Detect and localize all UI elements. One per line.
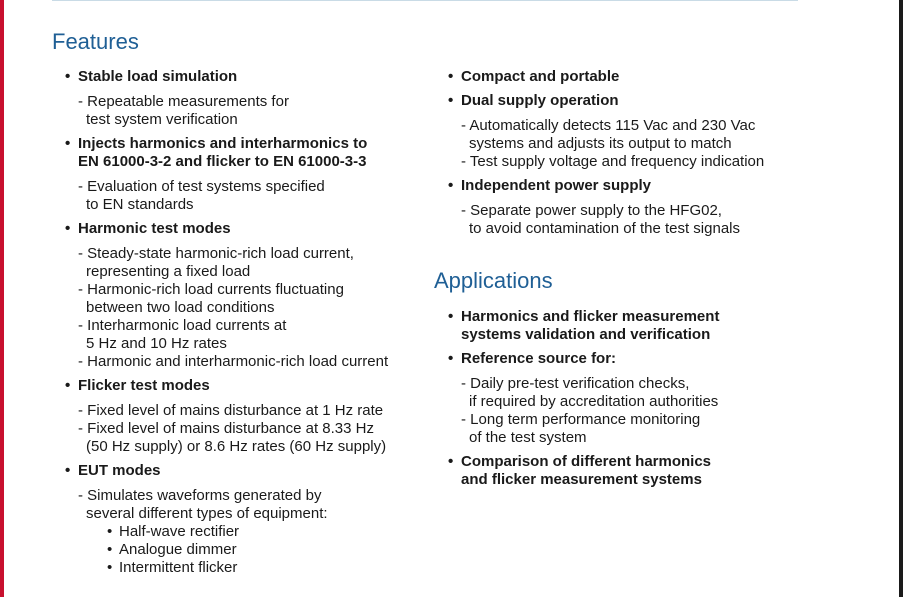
left-accent-rule <box>0 0 4 597</box>
feature-group <box>448 453 888 489</box>
feature-group <box>448 177 888 238</box>
feature-title <box>65 377 425 395</box>
feature-detail <box>78 420 425 456</box>
feature-title <box>65 135 425 171</box>
feature-detail <box>461 411 888 447</box>
feature-detail-list <box>461 117 888 171</box>
feature-group <box>448 68 888 86</box>
text-line: Comparison of different harmonics <box>461 453 712 470</box>
text-line: - Fixed level of mains disturbance at 1 Hz rate <box>78 402 384 419</box>
feature-group <box>448 350 888 447</box>
text-line: - Separate power supply to the HFG02, <box>461 202 722 219</box>
text-line: - Daily pre-test verification checks, <box>461 375 690 392</box>
feature-detail <box>78 317 425 353</box>
text-line: (50 Hz supply) or 8.6 Hz rates (60 Hz supply) <box>86 438 387 455</box>
text-line: Compact and portable <box>461 68 620 85</box>
feature-detail <box>78 353 425 371</box>
feature-detail <box>461 153 888 171</box>
text-line: 5 Hz and 10 Hz rates <box>86 335 227 352</box>
text-line: Independent power supply <box>461 177 652 194</box>
text-line: - Long term performance monitoring <box>461 411 701 428</box>
text-line: representing a fixed load <box>86 263 251 280</box>
feature-detail <box>78 178 425 214</box>
feature-title <box>448 453 888 489</box>
top-divider <box>52 0 798 1</box>
text-line: - Test supply voltage and frequency indication <box>461 153 765 170</box>
features-left-column <box>65 68 425 583</box>
text-line: to EN standards <box>86 196 194 213</box>
feature-detail <box>461 202 888 238</box>
text-line: Stable load simulation <box>78 68 238 85</box>
feature-detail <box>78 245 425 281</box>
text-line: - Simulates waveforms generated by <box>78 487 322 504</box>
feature-detail <box>78 402 425 420</box>
features-heading: Features <box>52 29 139 54</box>
text-line: - Interharmonic load currents at <box>78 317 287 334</box>
right-edge-rule <box>899 0 903 597</box>
text-line: Reference source for: <box>461 350 617 367</box>
feature-title <box>448 68 888 86</box>
feature-title <box>448 92 888 110</box>
text-line: Injects harmonics and interharmonics to <box>78 135 368 152</box>
text-line: Harmonic test modes <box>78 220 231 237</box>
feature-detail-list <box>78 245 425 371</box>
feature-detail-list <box>461 375 888 447</box>
text-line: - Automatically detects 115 Vac and 230 Vac <box>461 117 756 134</box>
feature-detail <box>78 281 425 317</box>
equipment-type-item: • Intermittent flicker <box>107 559 425 577</box>
text-line: several different types of equipment: <box>86 505 328 522</box>
applications-heading: Applications <box>434 268 553 293</box>
feature-title <box>448 308 888 344</box>
feature-detail-list <box>78 178 425 214</box>
feature-title <box>65 220 425 238</box>
feature-group <box>65 135 425 214</box>
text-line: and flicker measurement systems <box>461 471 702 488</box>
feature-detail-list <box>78 402 425 456</box>
applications-column <box>448 308 888 495</box>
equipment-type-item: • Analogue dimmer <box>107 541 425 559</box>
feature-detail <box>461 117 888 153</box>
text-line: - Fixed level of mains disturbance at 8.33 Hz <box>78 420 374 437</box>
feature-group <box>65 462 425 577</box>
text-line: EN 61000-3-2 and flicker to EN 61000-3-3 <box>78 153 367 170</box>
text-line: systems validation and verification <box>461 326 711 343</box>
text-line: - Harmonic and interharmonic-rich load current <box>78 353 389 370</box>
feature-group <box>448 92 888 171</box>
feature-title <box>448 177 888 195</box>
equipment-type-item: • Half-wave rectifier <box>107 523 425 541</box>
text-line: Dual supply operation <box>461 92 619 109</box>
feature-group <box>448 308 888 344</box>
text-line: if required by accreditation authorities <box>469 393 719 410</box>
text-line: between two load conditions <box>86 299 275 316</box>
feature-title <box>65 68 425 86</box>
feature-detail-list <box>461 202 888 238</box>
text-line: to avoid contamination of the test signals <box>469 220 740 237</box>
feature-detail <box>78 93 425 129</box>
text-line: - Repeatable measurements for <box>78 93 289 110</box>
feature-group <box>65 220 425 371</box>
text-line: systems and adjusts its output to match <box>469 135 732 152</box>
feature-detail <box>78 487 425 523</box>
text-line: of the test system <box>469 429 587 446</box>
text-line: - Harmonic-rich load currents fluctuating <box>78 281 344 298</box>
feature-group <box>65 68 425 129</box>
feature-title <box>448 350 888 368</box>
feature-detail <box>461 375 888 411</box>
feature-group <box>65 377 425 456</box>
feature-detail-list <box>78 93 425 129</box>
feature-title <box>65 462 425 480</box>
text-line: - Evaluation of test systems specified <box>78 178 325 195</box>
text-line: Harmonics and flicker measurement <box>461 308 720 325</box>
text-line: Flicker test modes <box>78 377 210 394</box>
text-line: - Steady-state harmonic-rich load current, <box>78 245 354 262</box>
feature-detail-list <box>78 487 425 577</box>
features-right-column <box>448 68 888 244</box>
text-line: EUT modes <box>78 462 161 479</box>
text-line: test system verification <box>86 111 238 128</box>
